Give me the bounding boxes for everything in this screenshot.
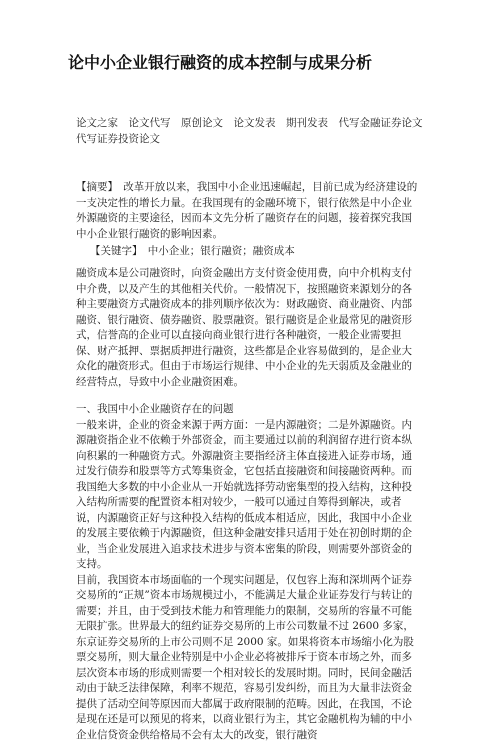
page-title: 论中小企业银行融资的成本控制与成果分析	[68, 52, 468, 74]
paragraph-funding-sources: 一般来讲，企业的资金来源于两方面：一是内源融资；二是外源融资。内源融资指企业不依赖于外部资金，而主要通过以前的利润留存进行资本纵向积累的一种融资方式。外源融资主要指经济主体直接进入证券市场，通过发行债券和股票等方式筹集资金，它包括直接融资和间接融资两种。而我国绝大多数的中小企业从一开始就选择劳动密集型的投入结构，这种投入结构所需要的配置资本相对较少，一般可以通过自筹得到解决，或者说，内源融资正好与这种投入结构的低成本相适应，因此，我国中小企业的发展主要依赖于内源融资，但这种金融安排只适用于处在初创时期的企业，当企业发展进入追求技术进步与资本密集的阶段，则需要外部资金的支持。	[76, 418, 422, 573]
body-text	[76, 266, 422, 743]
abstract-paragraph: 【摘要】 改革开放以来，我国中小企业迅速崛起，目前已成为经济建设的一支决定性的增长力量。在我国现有的金融环境下，银行依然是中小企业外源融资的主要途径，因而本文先分析了融资存在的问题，接着探究我国中小企业银行融资的影响因素。	[76, 180, 422, 242]
keyword-tags: 论文之家 论文代写 原创论文 论文发表 期刊发表 代写金融证券论文 代写证券投资论文	[76, 115, 436, 147]
paragraph-financing-cost: 融资成本是公司融资时，向资金融出方支付资金使用费，向中介机构支付中介费，以及产生的其他相关代价。一般情况下，按照融资来源划分的各种主要融资方式融资成本的排列顺序依次为：财政融资、商业融资、内部融资、银行融资、债券融资、股票融资。银行融资是企业最常见的融资形式，信誉高的企业可以直接向商业银行进行各种融资，一般企业需要担保、财产抵押、票据质押进行融资，这些都是企业容易做到的，是企业大众化的融资形式。但由于市场运行规律、中小企业的先天弱质及金融业的经营特点，导致中小企业融资困难。	[76, 266, 422, 390]
section-heading: 一、我国中小企业融资存在的问题	[76, 402, 422, 418]
keywords-line: 【关键字】 中小企业；银行融资；融资成本	[90, 244, 420, 259]
paragraph-capital-market: 目前，我国资本市场面临的一个现实问题是，仅包容上海和深圳两个证券交易所的“正规”资本市场规模过小，不能满足大量企业证券发行与转让的需要；并且，由于受到技术能力和管理能力的限制，交易所的容量不可能无限扩张。世界最大的纽约证券交易所的上市公司数量不过 2600 多家，东京证券交易所的上市公司则不足 2000 家。如果将资本市场缩小化为股票交易所，则大量企业特别是中小企业必将被排斥于资本市场之外，而多层次资本市场的形成则需要一个相对较长的发展时期。同时，民间金融活动由于缺乏法律保障，利率不规范，容易引发纠纷，而且为大量非法资金提供了活动空间等原因而大都属于政府限制的范畴。因此，在我国，不论是现在还是可以预见的将来，以商业银行为主，其它金融机构为辅的中小企业信贷资金供给格局不会有太大的改变，银行融资	[76, 573, 422, 743]
